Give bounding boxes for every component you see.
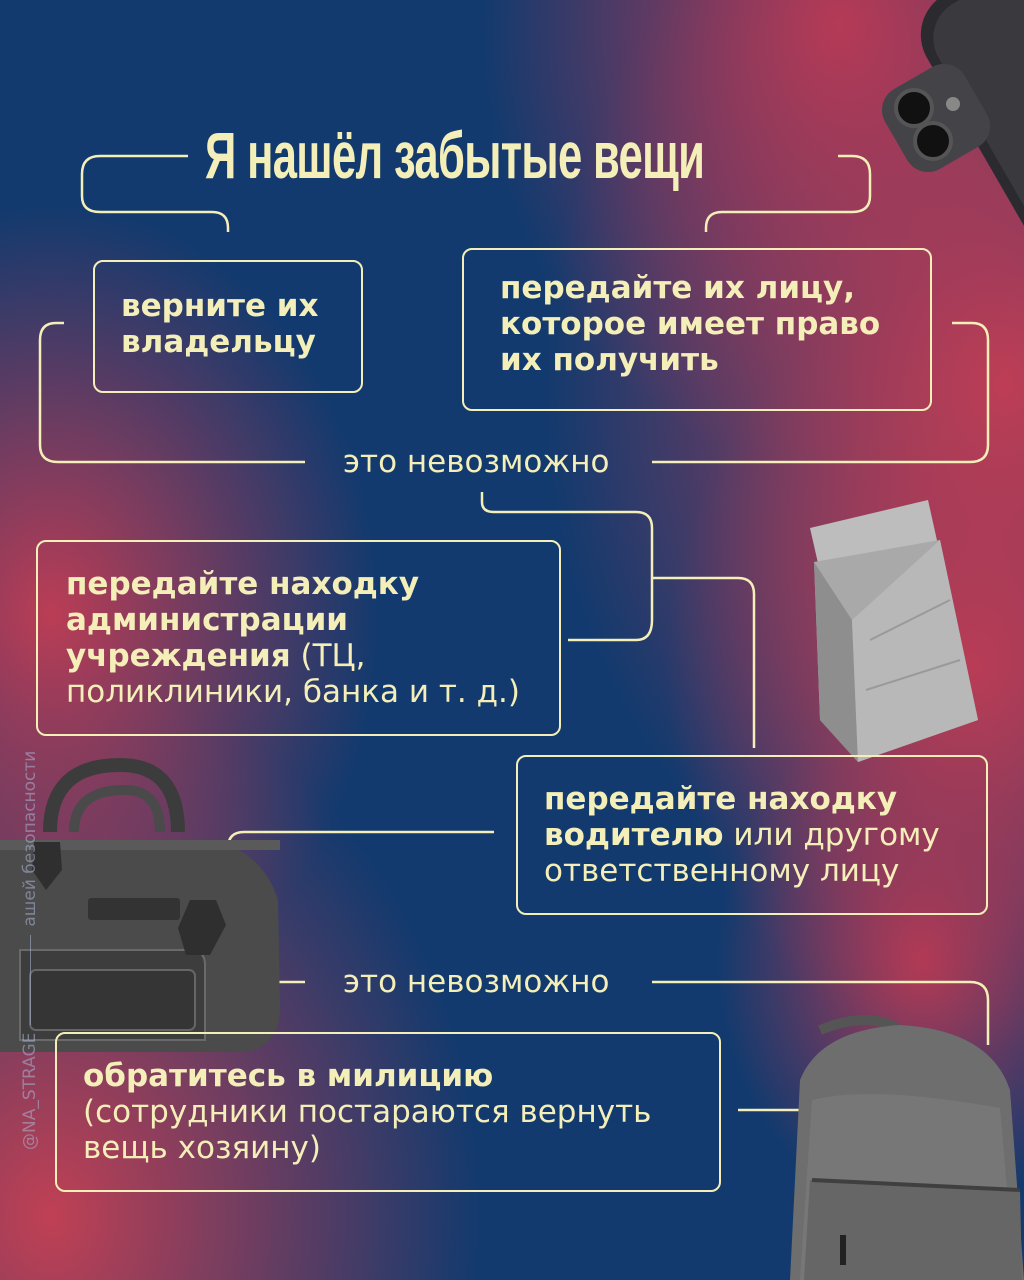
box-administration (36, 540, 561, 736)
administration-details: (ТЦ, поликлиники, банка и т. д.) (66, 638, 520, 710)
driver-details: или другому ответственному лицу (544, 817, 940, 889)
page-title: Я нашёл забытые вещи (205, 118, 705, 192)
paper-bag-icon (810, 500, 978, 762)
box-transfer-entitled (462, 248, 932, 411)
handbag-icon (0, 765, 280, 1052)
connector-branch-driver (652, 578, 754, 748)
administration-text (66, 566, 546, 710)
police-text (83, 1058, 703, 1166)
side-rule (30, 935, 31, 1025)
separator-impossible-2: это невозможно (343, 964, 610, 1000)
return-owner-text: верните их владельцу (121, 288, 319, 360)
box-driver (516, 755, 988, 915)
side-handle: @NA_STRAGE (20, 1032, 40, 1150)
box-return-owner (93, 260, 363, 393)
driver-bold-2: водителю (544, 817, 724, 853)
box-police (55, 1032, 721, 1192)
side-label (20, 751, 40, 1150)
backpack-icon (790, 1020, 1024, 1280)
police-details: (сотрудники постараются вернуть вещь хозяину) (83, 1094, 652, 1166)
driver-bold-1: передайте находку (544, 781, 898, 817)
side-text: ашей безопасности (20, 750, 40, 927)
separator-impossible-1: это невозможно (343, 444, 610, 480)
administration-bold: передайте находку администрации учреждения (66, 566, 420, 674)
connector-title-right (706, 156, 870, 232)
transfer-entitled-text: передайте их лицу, которое имеет право их получить (500, 270, 881, 378)
driver-text (544, 781, 974, 889)
police-bold: обратитесь в милицию (83, 1058, 494, 1094)
